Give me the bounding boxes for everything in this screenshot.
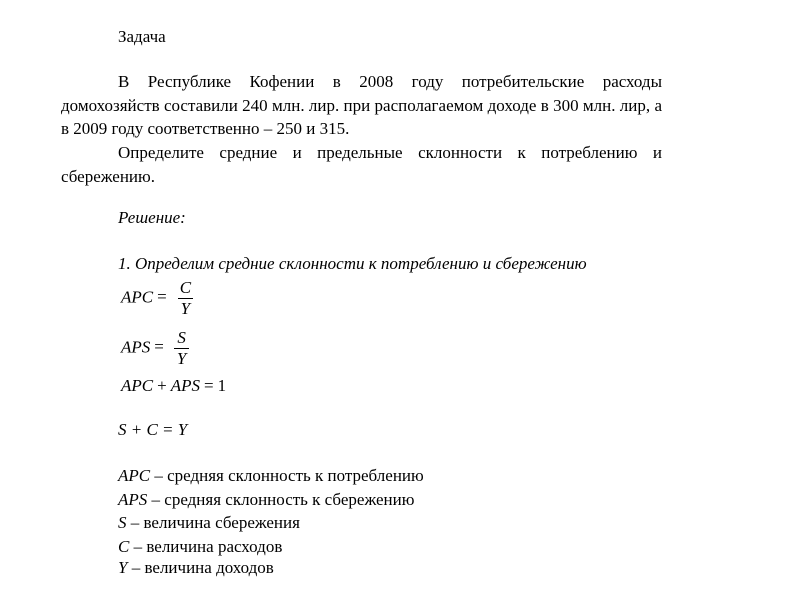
definition-text: – средняя склонность к сбережению xyxy=(147,490,415,509)
definition-apc xyxy=(118,464,424,487)
formula-apc xyxy=(121,278,194,319)
problem-text: В Республике Кофении в 2008 году потребительские расходы домохозяйств составили 240 млн. лир. при располагаемом доходе в 300 млн. лир, а в 2009 году соответственно – 250 и 315. xyxy=(61,72,662,138)
equals-sign: = xyxy=(203,376,214,395)
formula-sum-b: APS xyxy=(170,376,200,395)
definition-aps xyxy=(118,488,414,511)
definition-text: – величина доходов xyxy=(127,558,274,577)
definition-text: – величина расходов xyxy=(129,537,283,556)
fraction-c-over-y xyxy=(177,278,194,319)
plus-sign: + xyxy=(157,376,167,395)
question-text: Определите средние и предельные склонности к потреблению и сбережению. xyxy=(61,143,662,186)
formula-sum-result: 1 xyxy=(217,376,227,395)
fraction-s-over-y xyxy=(174,328,189,369)
formula-sum xyxy=(121,376,226,396)
formula-identity: S + C = Y xyxy=(118,420,188,439)
definition-y xyxy=(118,556,274,579)
fraction-numerator: S xyxy=(177,328,186,347)
solution-heading: Решение: xyxy=(118,208,186,227)
equals-sign: = xyxy=(154,337,164,357)
definition-s xyxy=(118,511,300,534)
formula-apc-lhs: APC xyxy=(121,287,154,307)
solution-step-1: 1. Определим средние склонности к потреблению и сбережению xyxy=(118,254,587,273)
definition-symbol: APC xyxy=(118,466,151,485)
question-paragraph xyxy=(61,141,662,188)
definition-text: – средняя склонность к потреблению xyxy=(150,466,424,485)
definition-symbol: APS xyxy=(118,490,148,509)
fraction-numerator: C xyxy=(179,278,192,297)
definition-symbol: S xyxy=(118,513,127,532)
equals-sign: = xyxy=(157,287,167,307)
task-title: Задача xyxy=(118,27,166,46)
formula-aps xyxy=(121,328,189,369)
formula-sum-a: APC xyxy=(121,376,154,395)
definition-text: – величина сбережения xyxy=(126,513,300,532)
fraction-denominator: Y xyxy=(178,298,193,319)
formula-aps-lhs: APS xyxy=(121,337,151,357)
definition-c xyxy=(118,535,282,558)
definition-symbol: C xyxy=(118,537,130,556)
fraction-denominator: Y xyxy=(174,348,189,369)
problem-paragraph xyxy=(61,70,662,141)
definition-symbol: Y xyxy=(118,558,128,577)
